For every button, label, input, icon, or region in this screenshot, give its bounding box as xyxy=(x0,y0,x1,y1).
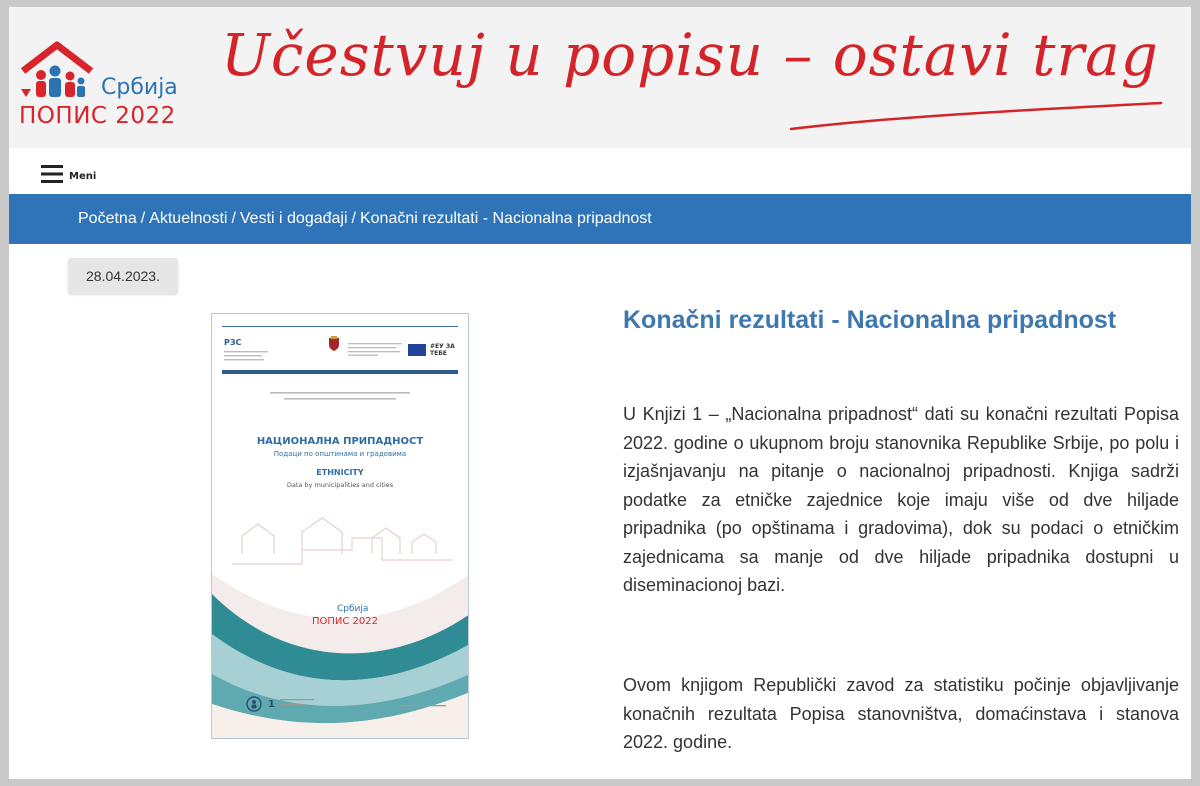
cover-book-label xyxy=(280,698,320,709)
house-family-icon xyxy=(19,41,99,103)
breadcrumb-home-link[interactable]: Početna xyxy=(78,210,137,227)
cover-brand-popis: ПОПИС 2022 xyxy=(312,616,379,627)
cover-population-icon xyxy=(246,696,262,712)
cover-city-year xyxy=(398,704,446,709)
cover-eu-fine-print xyxy=(348,342,404,358)
coat-of-arms-icon xyxy=(328,336,340,352)
breadcrumb-separator: / xyxy=(140,210,146,227)
cover-fine-print xyxy=(270,390,410,404)
slogan-underline xyxy=(789,95,1169,135)
article-paragraph: Ovom knjigom Republički zavod za statistiku počinje objavljivanje konačnih rezultata Popisa stanovništva, domaćinstava i stanova 2022. godine. xyxy=(623,675,1179,752)
menu-bar xyxy=(9,148,1191,194)
campaign-slogan: Učestvuj u popisu – ostavi trag xyxy=(221,21,1159,89)
cover-fine-print xyxy=(280,698,316,708)
cover-fine-print xyxy=(398,704,446,708)
cover-brand-srbija: Србија xyxy=(337,604,369,614)
breadcrumb xyxy=(9,194,1191,244)
breadcrumb-separator: / xyxy=(231,210,236,227)
menu-toggle-button[interactable] xyxy=(41,160,96,184)
article-title: Konačni rezultati - Nacionalna pripadnost xyxy=(623,306,1117,334)
cover-census-line xyxy=(212,390,468,406)
breadcrumb-separator: / xyxy=(351,210,356,227)
cover-rzs-subtext xyxy=(224,350,284,363)
header-banner xyxy=(9,7,1191,148)
breadcrumb-news-link[interactable]: Aktuelnosti xyxy=(149,210,228,227)
article-paragraph: U Knjizi 1 – „Nacionalna pripadnost“ dati su konačni rezultati Popisa 2022. godine o ukupnom broju stanovnika Republike Srbije, po polu i izjašnjavanju na pitanje o nacionalnoj pripadnosti. Knjiga sadrži podatke za etničke zajednice koje imaju više od dve hiljade pripadnika (po opštinama i gradovima), dok su podaci o etničkim zajednicama sa manje od dve hiljade pripadnika dostupni u diseminacionoj bazi. xyxy=(623,404,1179,595)
article-date-badge: 28.04.2023. xyxy=(68,258,178,294)
cover-fine-print xyxy=(348,342,404,356)
cover-subtitle-sr: Подаци по општинама и градовима xyxy=(273,450,407,458)
cover-fine-print xyxy=(224,350,274,362)
cover-divider xyxy=(222,370,458,374)
cover-top-rule xyxy=(222,326,458,327)
breadcrumb-current-page: Konačni rezultati - Nacionalna pripadnost xyxy=(359,210,652,227)
cover-title-sr: НАЦИОНАЛНА ПРИПАДНОСТ xyxy=(256,436,424,447)
menu-label: Meni xyxy=(69,171,97,182)
popis-logo[interactable] xyxy=(19,41,209,141)
hamburger-icon xyxy=(41,164,63,184)
cover-book-number: 1 xyxy=(268,699,275,710)
eu-flag-icon xyxy=(408,344,426,356)
book-cover-image[interactable] xyxy=(211,313,469,739)
cover-rzs-logo: РЗС xyxy=(224,338,242,347)
logo-popis-text: ПОПИС 2022 xyxy=(19,103,176,129)
page-frame xyxy=(9,7,1191,779)
breadcrumb-events-link[interactable]: Vesti i događaji xyxy=(239,210,348,227)
cover-title-en: ETHNICITY xyxy=(316,468,364,477)
logo-srbija-text: Србија xyxy=(101,75,178,100)
cover-eu-mark: #ЕУ ЗА ТЕБЕ xyxy=(430,343,455,357)
cover-subtitle-en: Data by municipalities and cities xyxy=(286,481,394,489)
